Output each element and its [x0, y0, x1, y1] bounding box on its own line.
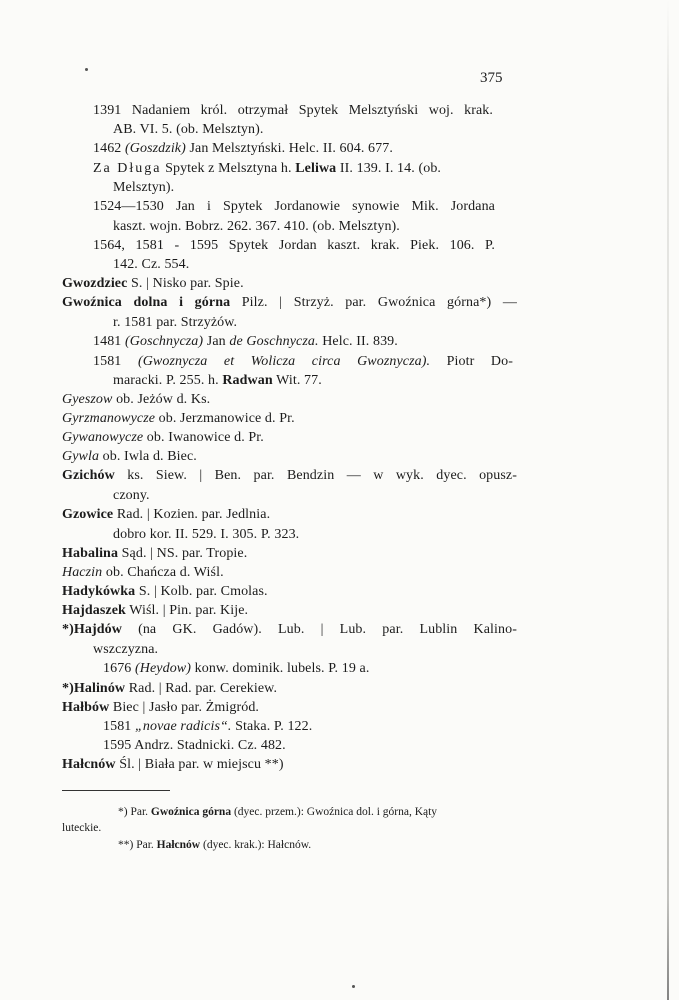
footnote-segment: (dyec. przem.): Gwoźnica dol. i górna, Kąty [231, 806, 438, 818]
entry-headword: *)Halinów [62, 680, 126, 696]
italic-term: Gywanowycze [62, 430, 144, 445]
text-segment: Sąd. | NS. par. Tropie. [118, 545, 248, 561]
text-segment: Rad. | Rad. par. Cerekiew. [125, 680, 278, 696]
speck-mark [85, 68, 88, 71]
text-segment: czony. [113, 487, 150, 503]
text-segment: dobro kor. II. 529. I. 305. P. 323. [113, 526, 300, 542]
footnote-segment: **) Par. [118, 839, 157, 851]
text-segment: Staka. P. 122. [231, 718, 313, 734]
text-segment: Za Długa [93, 160, 162, 176]
text-line [62, 601, 248, 620]
page-number: 375 [480, 70, 503, 86]
footnote-rule [62, 790, 170, 791]
footnote-segment: *) Par. [118, 806, 151, 818]
text-line [113, 178, 174, 197]
text-segment: Biec | Jasło par. Żmigród. [109, 699, 260, 715]
entry-headword: Habalina [62, 545, 119, 561]
text-segment: 1391 Nadaniem król. otrzymał Spytek Melsztyński woj. krak. [93, 103, 493, 118]
text-segment: S. | Nisko par. Spie. [127, 276, 244, 291]
text-line [93, 640, 158, 659]
text-line [103, 717, 312, 736]
text-segment: AB. VI. 5. (ob. Melsztyn). [113, 122, 264, 137]
text-segment: II. 139. I. 14. (ob. [336, 160, 442, 176]
text-line [62, 698, 259, 717]
text-line [62, 409, 295, 428]
text-line [62, 544, 247, 563]
text-segment: ob. Iwanowice d. Pr. [143, 430, 264, 445]
text-line [93, 159, 441, 178]
text-line [103, 736, 286, 755]
text-segment: Piotr Do- [430, 353, 513, 369]
italic-term: (Heydow) [135, 661, 192, 676]
text-segment: wszczyzna. [93, 641, 159, 657]
text-segment: Wiśl. | Pin. par. Kije. [125, 602, 249, 618]
text-line [62, 505, 270, 524]
text-segment: Jan [203, 334, 230, 349]
text-segment: 1581 [103, 718, 135, 734]
page-edge-shadow [667, 0, 669, 1000]
italic-term: Gyeszow [62, 392, 113, 407]
text-line [62, 466, 517, 485]
text-segment: ob. Jeżów d. Ks. [112, 392, 211, 407]
footnote-line [118, 805, 437, 820]
entry-headword: *)Hajdów [62, 622, 122, 637]
text-line [93, 139, 393, 158]
text-line [113, 486, 150, 505]
text-line [113, 217, 400, 236]
text-segment: Wit. 77. [272, 372, 322, 388]
text-line [62, 274, 244, 293]
text-segment: ks. Siew. | Ben. par. Bendzin — w wyk. dyec. opusz- [114, 468, 517, 483]
entry-headword: Radwan [222, 372, 273, 388]
text-line [113, 255, 189, 274]
text-line [62, 679, 277, 698]
text-line [93, 352, 513, 371]
text-segment: Helc. II. 839. [318, 334, 398, 349]
entry-headword: Hałcnów [62, 757, 116, 772]
italic-term: (Goschnycza) [125, 334, 204, 349]
text-segment: kaszt. wojn. Bobrz. 262. 367. 410. (ob. Melsztyn). [113, 218, 400, 234]
entry-headword: Gzowice [62, 507, 114, 522]
text-segment: Spytek z Melsztyna h. [161, 160, 296, 176]
text-line [62, 293, 517, 312]
entry-headword: Gwozdziec [62, 276, 128, 291]
footnote-headword: Gwoźnica górna [150, 806, 232, 818]
footnote-line [62, 821, 101, 836]
text-segment: r. 1581 par. Strzyżów. [113, 314, 238, 330]
text-line [62, 428, 264, 447]
text-segment: konw. dominik. lubels. P. 19 a. [191, 661, 370, 676]
text-segment: Jan Melsztyński. Helc. II. 604. 677. [185, 141, 393, 156]
text-line [113, 371, 322, 390]
entry-headword: Hadykówka [62, 583, 136, 599]
italic-term: Gyrzmanowycze [62, 411, 156, 426]
entry-headword: Gzichów [62, 468, 115, 483]
text-segment: (na GK. Gadów). Lub. | Lub. par. Lublin Kalino- [121, 622, 517, 637]
text-line [93, 332, 398, 351]
footnote-line [118, 838, 311, 853]
text-segment: 1524—1530 Jan i Spytek Jordanowie synowie Mik. Jordana [93, 199, 495, 214]
speck-mark [352, 985, 355, 988]
text-segment: 1481 [93, 334, 125, 349]
text-line [93, 197, 495, 216]
text-line [62, 620, 517, 639]
text-line [93, 236, 495, 255]
italic-term: Haczin [62, 564, 103, 580]
italic-term: „novae radicis“. [135, 718, 232, 734]
text-segment: 1581 [93, 353, 138, 369]
text-line [113, 313, 237, 332]
text-segment: 1462 [93, 141, 125, 156]
entry-headword: Leliwa [295, 160, 337, 176]
text-segment: Śl. | Biała par. w miejscu **) [115, 757, 284, 772]
text-line [103, 659, 369, 678]
text-segment: Rad. | Kozien. par. Jedlnia. [113, 507, 271, 522]
italic-term: (Gwoznycza et Wolicza circa Gwoznycza). [137, 353, 431, 369]
text-line [62, 447, 197, 466]
text-segment: ob. Chańcza d. Wiśl. [102, 564, 224, 580]
text-segment: ob. Jerzmanowice d. Pr. [155, 411, 295, 426]
footnote-segment: (dyec. krak.): Hałcnów. [200, 839, 312, 851]
footnote-segment: luteckie. [62, 822, 102, 834]
italic-term: (Goszdzik) [125, 141, 186, 156]
text-segment: 1676 [103, 661, 135, 676]
italic-term: Gywla [62, 449, 100, 464]
text-segment: 1595 Andrz. Stadnicki. Cz. 482. [103, 738, 286, 753]
text-line [62, 390, 210, 409]
text-line [113, 120, 264, 139]
entry-headword: Hałbów [62, 699, 110, 715]
text-line [113, 525, 299, 544]
text-line [62, 563, 224, 582]
entry-headword: Gwoźnica dolna i górna [62, 295, 231, 310]
text-segment: 142. Cz. 554. [113, 257, 190, 272]
text-segment: S. | Kolb. par. Cmolas. [135, 583, 268, 599]
text-segment: maracki. P. 255. h. [113, 372, 223, 388]
entry-headword: Hajdaszek [62, 602, 126, 618]
text-segment: 1564, 1581 - 1595 Spytek Jordan kaszt. krak. Piek. 106. P. [93, 237, 495, 253]
text-line [93, 101, 493, 120]
text-segment: ob. Iwla d. Biec. [99, 449, 197, 464]
text-line [62, 582, 268, 601]
footnote-headword: Hałcnów [156, 839, 201, 851]
text-line [62, 755, 284, 774]
italic-term: de Goschnycza. [229, 334, 319, 349]
text-segment: Pilz. | Strzyż. par. Gwoźnica górna*) — [230, 295, 517, 310]
text-segment: Melsztyn). [113, 180, 175, 195]
